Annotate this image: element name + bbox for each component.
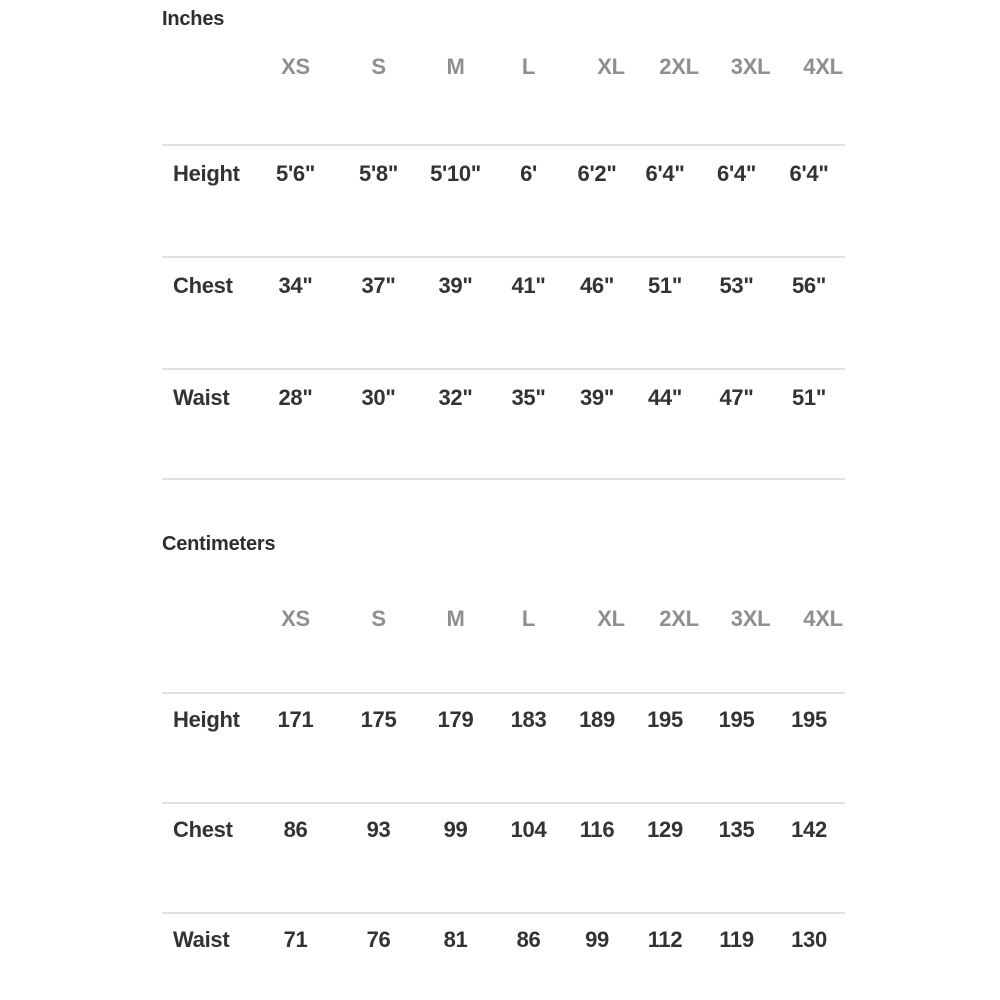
size-value-cell: 37": [361, 273, 396, 298]
row-label: Height: [173, 707, 240, 732]
table-row-height: [162, 692, 845, 802]
table-row-chest: [162, 802, 845, 912]
section-centimeters: [162, 533, 845, 1000]
size-value-cell: 183: [510, 707, 547, 732]
row-label: Waist: [173, 385, 230, 410]
size-column-header-xl: XL: [597, 54, 625, 79]
size-value-cell: 44": [647, 385, 682, 410]
size-value-cell: 129: [647, 817, 683, 842]
size-column-header-2xl: 2XL: [659, 54, 699, 79]
size-value-cell: 130: [791, 927, 827, 952]
size-value-cell: 116: [579, 817, 615, 842]
size-value-cell: 179: [437, 707, 474, 732]
row-label: Height: [173, 161, 240, 186]
size-value-cell: 53": [719, 273, 754, 298]
row-label: Waist: [173, 927, 230, 952]
size-value-cell: 99: [585, 927, 609, 952]
size-value-cell: 195: [647, 707, 683, 732]
size-value-cell: 142: [791, 817, 827, 842]
section-title-inches: Inches: [162, 8, 225, 30]
size-value-cell: 34": [278, 273, 313, 298]
size-header-row: [162, 31, 845, 144]
size-value-cell: 5'6": [276, 161, 315, 186]
size-header-row: [162, 556, 845, 692]
size-value-cell: 195: [791, 707, 827, 732]
size-value-cell: 171: [277, 707, 314, 732]
size-column-header-4xl: 4XL: [803, 606, 843, 631]
size-value-cell: 86: [283, 817, 308, 842]
size-value-cell: 30": [361, 385, 396, 410]
size-value-cell: 99: [443, 817, 468, 842]
size-column-header-s: S: [371, 54, 386, 79]
size-value-cell: 76: [366, 927, 391, 952]
size-value-cell: 189: [579, 707, 615, 732]
size-column-header-s: S: [371, 606, 386, 631]
size-value-cell: 47": [719, 385, 754, 410]
table-row-waist: [162, 912, 845, 1000]
size-value-cell: 6'4": [645, 161, 685, 186]
size-column-header-3xl: 3XL: [730, 54, 771, 79]
size-value-cell: 119: [719, 927, 754, 952]
row-label: Chest: [173, 273, 233, 298]
size-value-cell: 6': [520, 161, 537, 186]
row-label: Chest: [173, 817, 233, 842]
size-value-cell: 93: [366, 817, 391, 842]
size-value-cell: 6'4": [717, 161, 756, 186]
size-value-cell: 71: [283, 927, 308, 952]
size-column-header-m: M: [446, 54, 465, 79]
size-column-header-xl: XL: [597, 606, 625, 631]
size-column-header-m: M: [446, 606, 465, 631]
size-value-cell: 6'4": [789, 161, 829, 186]
size-value-cell: 28": [278, 385, 313, 410]
table-row-waist: [162, 368, 845, 480]
size-value-cell: 41": [511, 273, 546, 298]
size-value-cell: 81: [443, 927, 468, 952]
size-value-cell: 5'10": [430, 161, 481, 186]
size-value-cell: 5'8": [359, 161, 398, 186]
size-value-cell: 86: [516, 927, 541, 952]
size-value-cell: 39": [579, 385, 614, 410]
size-value-cell: 195: [718, 707, 755, 732]
size-value-cell: 135: [718, 817, 755, 842]
size-value-cell: 56": [791, 273, 826, 298]
section-inches: [162, 8, 845, 480]
table-row-chest: [162, 256, 845, 368]
size-column-header-l: L: [521, 54, 536, 79]
size-value-cell: 112: [647, 927, 683, 952]
size-value-cell: 104: [510, 817, 547, 842]
section-title-centimeters: Centimeters: [162, 533, 276, 555]
size-value-cell: 175: [360, 707, 397, 732]
size-column-header-xs: XS: [281, 54, 310, 79]
size-value-cell: 35": [511, 385, 546, 410]
size-column-header-l: L: [521, 606, 536, 631]
size-column-header-3xl: 3XL: [730, 606, 771, 631]
size-value-cell: 32": [438, 385, 473, 410]
size-value-cell: 51": [791, 385, 826, 410]
table-row-height: [162, 144, 845, 256]
size-column-header-4xl: 4XL: [803, 54, 843, 79]
size-column-header-2xl: 2XL: [659, 606, 699, 631]
size-value-cell: 6'2": [577, 161, 617, 186]
size-value-cell: 39": [438, 273, 473, 298]
size-column-header-xs: XS: [281, 606, 310, 631]
size-value-cell: 46": [579, 273, 614, 298]
size-value-cell: 51": [647, 273, 682, 298]
